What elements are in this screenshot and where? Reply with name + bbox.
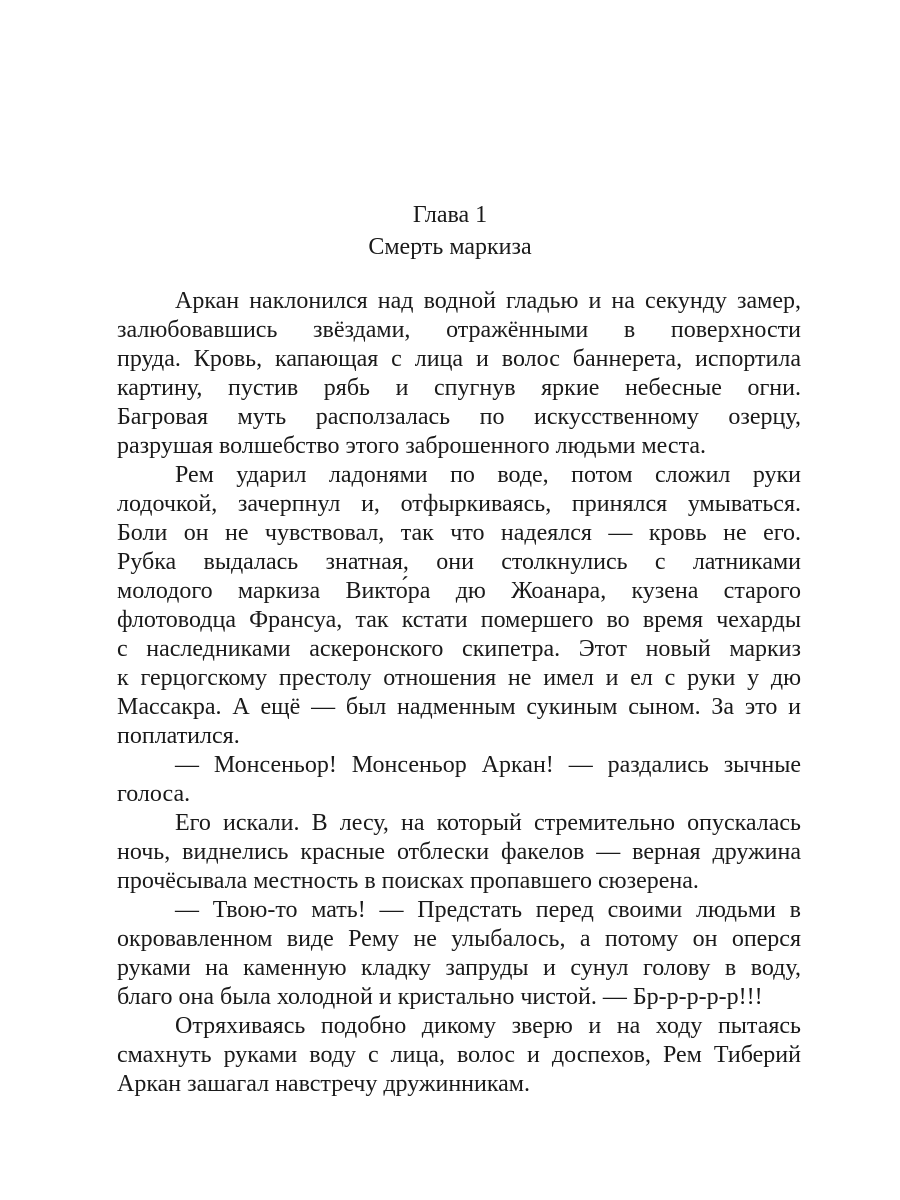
chapter-number: Глава 1 (412, 202, 488, 228)
text-line: пруда. Кровь, капающая с лица и волос баннерета, испортила (117, 346, 801, 372)
text-line: — Твою-то мать! — Предстать перед своими людьми в (175, 897, 801, 923)
text-line: картину, пустив рябь и спугнув яркие небесные огни. (117, 375, 801, 401)
text-line: лодочкой, зачерпнул и, отфыркиваясь, принялся умываться. (117, 491, 801, 517)
text-line: к герцогскому престолу отношения не имел и ел с руки у дю (117, 665, 801, 691)
text-line: флотоводца Франсуа, так кстати помершего во время чехарды (117, 607, 801, 633)
text-line: поплатился. (117, 723, 240, 749)
text-line: прочёсывала местность в поисках пропавшего сюзерена. (117, 868, 699, 894)
text-line: Рем ударил ладонями по воде, потом сложил руки (175, 462, 801, 488)
text-line: благо она была холодной и кристально чистой. — Бр-р-р-р-р!!! (117, 984, 763, 1010)
text-line: Аркан зашагал навстречу дружинникам. (117, 1071, 530, 1097)
text-line: ночь, виднелись красные отблески факелов — верная дружина (117, 839, 801, 865)
text-line: Массакра. А ещё — был надменным сукиным сыном. За это и (117, 694, 801, 720)
text-line: Багровая муть расползалась по искусственному озерцу, (117, 404, 801, 430)
text-line: Рубка выдалась знатная, они столкнулись с латниками (117, 549, 801, 575)
text-line: голоса. (117, 781, 191, 807)
text-line: — Монсеньор! Монсеньор Аркан! — раздались зычные (175, 752, 801, 778)
chapter-heading (0, 199, 900, 263)
text-line: молодого маркиза Викто́ра дю Жоанара, кузена старого (117, 578, 801, 604)
text-line: Аркан наклонился над водной гладью и на секунду замер, (175, 288, 801, 314)
text-line: смахнуть руками воду с лица, волос и доспехов, Рем Тиберий (117, 1042, 801, 1068)
text-line: окровавленном виде Рему не улыбалось, а потому он оперся (117, 926, 801, 952)
text-line: с наследниками аскеронского скипетра. Этот новый маркиз (117, 636, 801, 662)
text-line: Отряхиваясь подобно дикому зверю и на ходу пытаясь (175, 1013, 801, 1039)
text-line: Его искали. В лесу, на который стремительно опускалась (175, 810, 801, 836)
chapter-title: Смерть маркиза (368, 234, 532, 260)
text-line: руками на каменную кладку запруды и сунул голову в воду, (117, 955, 801, 981)
text-line: залюбовавшись звёздами, отражёнными в поверхности (117, 317, 801, 343)
text-line: разрушая волшебство этого заброшенного людьми места. (117, 433, 706, 459)
text-line: Боли он не чувствовал, так что надеялся — кровь не его. (117, 520, 801, 546)
chapter-body (117, 287, 801, 1099)
